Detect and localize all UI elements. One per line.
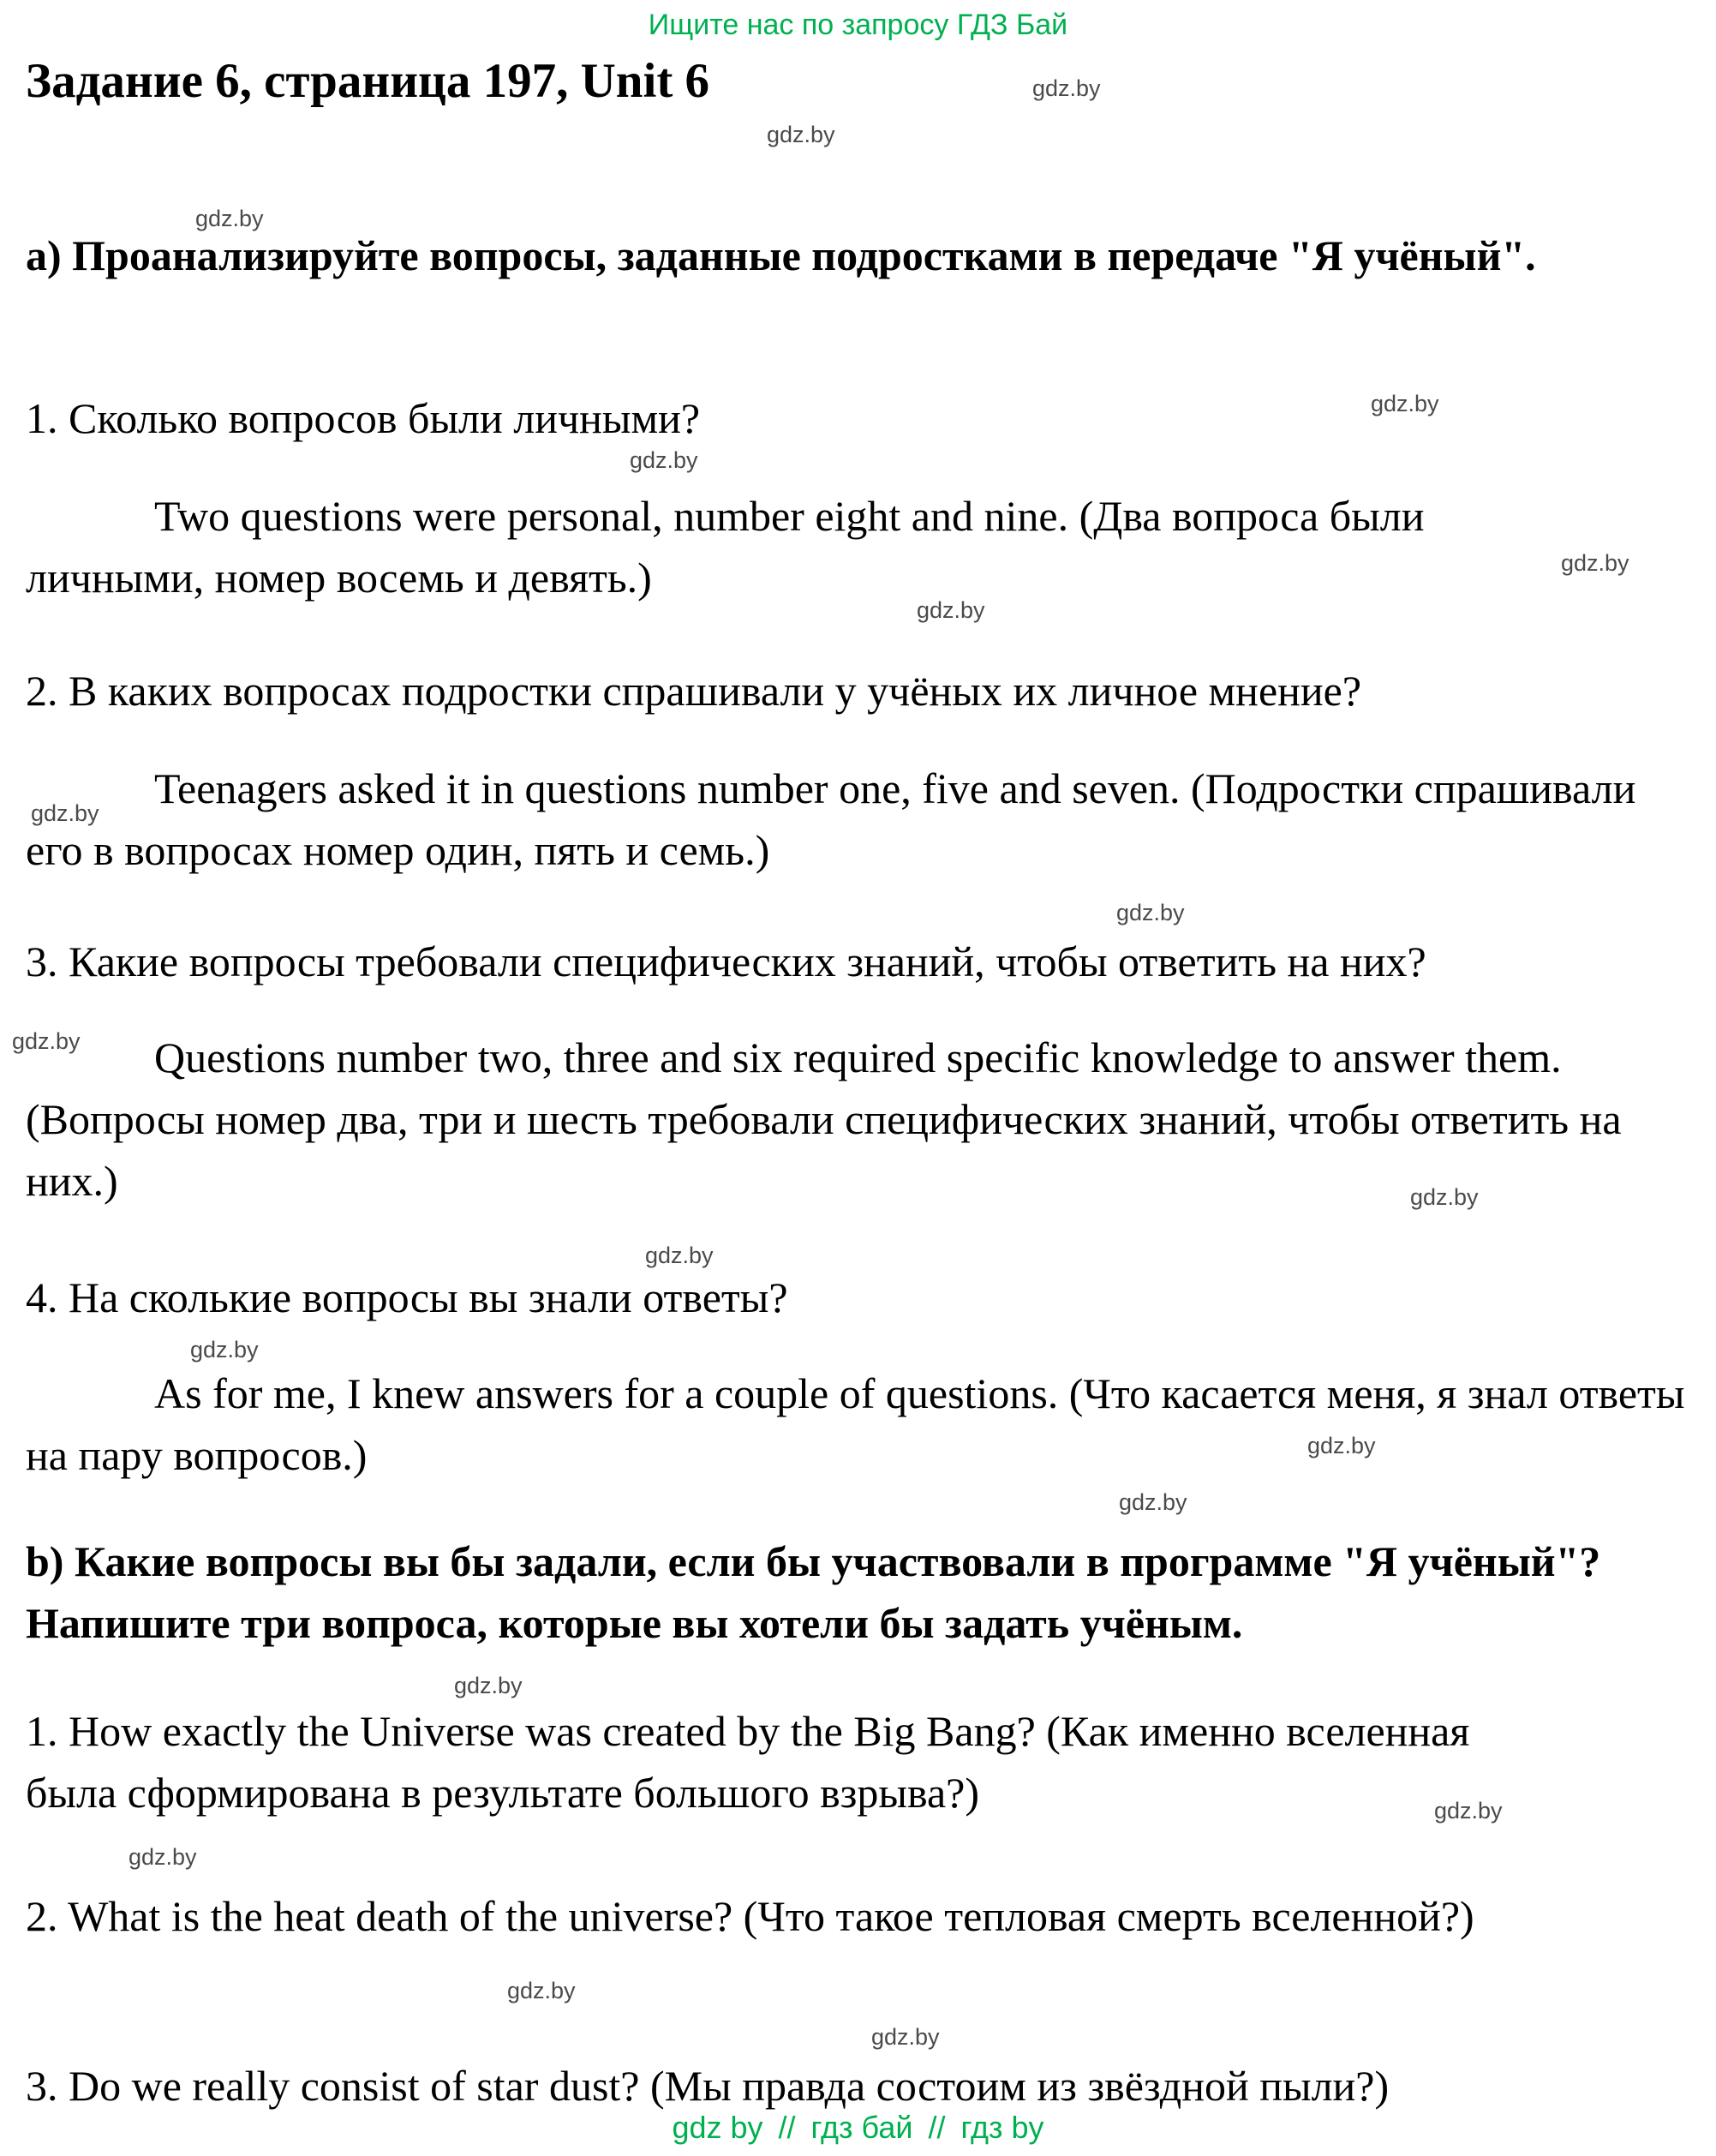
footer-link-gdz-by[interactable]: gdz by [672,2110,763,2145]
gdz-watermark: gdz.by [190,1337,259,1362]
question-b2: 2. What is the heat death of the universe? (Что такое тепловая смерть вселенной?) [26,1892,1474,1940]
gdz-watermark: gdz.by [767,122,835,147]
section-b-heading: b) Какие вопросы вы бы задали, если бы участвовали в программе "Я учёный"? Напишите три вопроса, которые вы хотели бы задать учёным. [26,1537,1601,1647]
answer-a1: Two questions were personal, number eight and nine. (Два вопроса были личными, номер восемь и девять.) [26,492,1425,602]
gdz-watermark: gdz.by [129,1844,197,1870]
gdz-watermark: gdz.by [871,2024,940,2050]
question-b3: 3. Do we really consist of star dust? (Мы правда состоим из звёздной пыли?) [26,2062,1390,2110]
gdz-watermark: gdz.by [12,1028,81,1054]
promo-banner: Ищите нас по запросу ГДЗ Бай [648,9,1068,41]
gdz-watermark: gdz.by [645,1243,714,1268]
gdz-watermark: gdz.by [1307,1433,1376,1458]
page-title: Задание 6, страница 197, Unit 6 [26,54,710,108]
gdz-watermark: gdz.by [1119,1489,1187,1515]
gdz-watermark: gdz.by [1032,75,1101,101]
footer-links [0,2110,1716,2146]
gdz-watermark: gdz.by [1561,550,1629,576]
footer-separator: // [928,2110,946,2145]
footer-link-gdz-bai[interactable]: гдз бай [810,2110,913,2145]
question-a3: 3. Какие вопросы требовали специфических знаний, чтобы ответить на них? [26,937,1426,985]
gdz-watermark: gdz.by [1410,1184,1479,1210]
answer-a2: Teenagers asked it in questions number one, five and seven. (Подростки спрашивали его в вопросах номер один, пять и семь.) [26,764,1636,874]
gdz-watermark: gdz.by [1434,1798,1503,1824]
footer-link-gdz-by-2[interactable]: гдз by [960,2110,1044,2145]
question-a2: 2. В каких вопросах подростки спрашивали у учёных их личное мнение? [26,667,1362,715]
question-b1: 1. How exactly the Universe was created by the Big Bang? (Как именно вселенная была сформирована в результате большого взрыва?) [26,1707,1470,1817]
answer-a4: As for me, I knew answers for a couple of questions. (Что касается меня, я знал ответы на пару вопросов.) [26,1369,1685,1479]
gdz-watermark: gdz.by [630,447,698,473]
question-a1: 1. Сколько вопросов были личными? [26,394,701,442]
section-a-heading: a) Проанализируйте вопросы, заданные подростками в передаче "Я учёный". [26,231,1536,279]
gdz-watermark: gdz.by [1116,900,1185,925]
gdz-watermark: gdz.by [31,800,99,826]
footer-separator: // [778,2110,796,2145]
gdz-watermark: gdz.by [195,206,264,231]
gdz-watermark: gdz.by [454,1673,523,1698]
gdz-watermark: gdz.by [917,597,985,623]
answer-a3: Questions number two, three and six required specific knowledge to answer them. (Вопросы номер два, три и шесть требовали специфических знаний, чтобы ответить на них.) [26,1033,1622,1205]
gdz-watermark: gdz.by [507,1978,576,2003]
question-a4: 4. На сколькие вопросы вы знали ответы? [26,1273,788,1321]
gdz-watermark: gdz.by [1371,391,1439,416]
